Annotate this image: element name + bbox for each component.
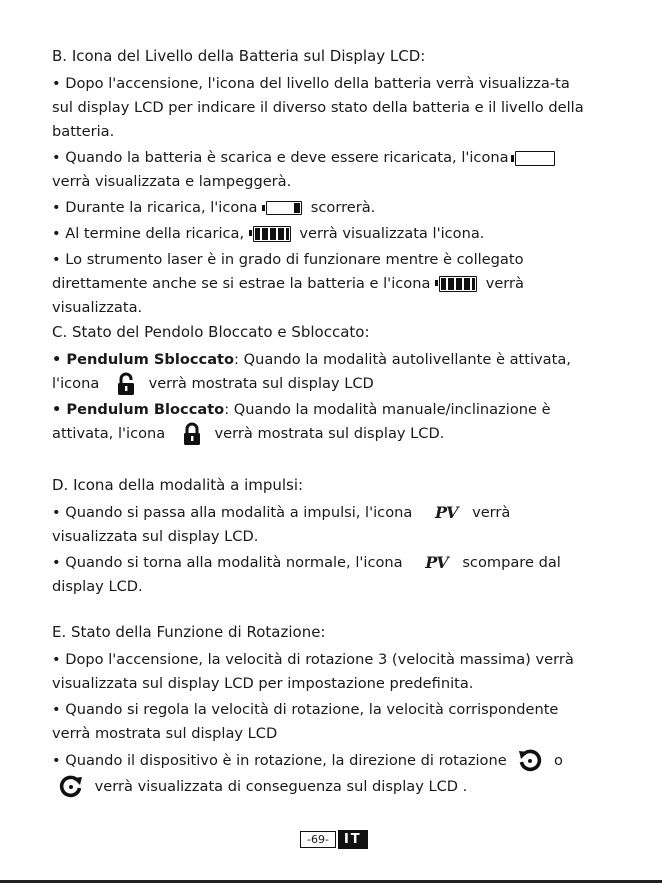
section-b-p3-text-a: • Durante la ricarica, l'icona	[52, 199, 258, 216]
pendulum-locked-label: • Pendulum Bloccato	[52, 401, 225, 418]
language-badge: IT	[338, 830, 368, 849]
section-d-p1-text-b: verrà visualizzata sul display LCD.	[52, 504, 511, 545]
section-b-p3-text-b: scorrerà.	[310, 199, 376, 216]
battery-full-icon	[439, 276, 477, 292]
page-number: -69-	[300, 831, 336, 848]
section-b-p2-text-b: verrà visualizzata e lampeggerà.	[52, 173, 292, 190]
pendulum-unlocked-label: • Pendulum Sbloccato	[52, 351, 235, 368]
lock-open-icon	[116, 372, 136, 396]
section-c-title: C. Stato del Pendolo Bloccato e Sbloccato:	[52, 323, 370, 341]
section-e-title: E. Stato della Funzione di Rotazione:	[52, 623, 326, 641]
section-e-p1: • Dopo l'accensione, la velocità di rotazione 3 (velocità massima) verrà visualizzata sul display LCD per impostazione predefinita.	[52, 651, 574, 692]
section-c-p1	[52, 348, 592, 396]
section-b-p3	[52, 196, 592, 220]
section-b-p5-text-a: • Lo strumento laser è in grado di funzionare mentre è collegato direttamente anche se si estrae la batteria e l'icona	[52, 251, 524, 292]
section-e-p2: • Quando si regola la velocità di rotazione, la velocità corrispondente verrà mostrata sul display LCD	[52, 701, 559, 742]
section-battery-icon	[52, 44, 592, 320]
section-b-p2-text-a: • Quando la batteria è scarica e deve essere ricaricata, l'icona	[52, 149, 509, 166]
section-rotation-state	[52, 620, 592, 800]
section-pendulum-state	[52, 320, 592, 446]
section-d-p2	[52, 551, 592, 599]
section-b-p2	[52, 146, 592, 194]
section-c-p2-text-b: verrà mostrata sul display LCD.	[214, 425, 445, 442]
section-b-p4-text-a: • Al termine della ricarica,	[52, 225, 245, 242]
rotate-cw-icon	[58, 774, 84, 800]
section-b-p4	[52, 222, 592, 246]
section-e-p3-text-b: verrà visualizzata di conseguenza sul display LCD .	[94, 778, 468, 795]
section-d-p2-text-a: • Quando si torna alla modalità normale, l'icona	[52, 554, 403, 571]
rotate-ccw-icon	[517, 748, 543, 774]
battery-charging-icon	[266, 201, 302, 215]
section-b-title: B. Icona del Livello della Batteria sul Display LCD:	[52, 47, 426, 65]
lock-closed-icon	[182, 422, 202, 446]
pulse-mode-icon: PV	[425, 553, 448, 572]
section-b-p4-text-b: verrà visualizzata l'icona.	[299, 225, 485, 242]
section-e-p3	[52, 748, 592, 800]
section-b-p1: • Dopo l'accensione, l'icona del livello della batteria verrà visualizza-ta sul display LCD per indicare il diverso stato della batteria e il livello della batteria.	[52, 75, 584, 140]
section-c-p2-text-a: : Quando la modalità manuale/inclinazione è attivata, l'icona	[52, 401, 551, 442]
section-c-p1-text-a: : Quando la modalità autolivellante è attivata, l'icona	[52, 351, 571, 392]
battery-full-icon	[253, 226, 291, 242]
section-d-p2-text-b: scompare dal display LCD.	[52, 554, 561, 595]
section-c-p1-text-b: verrà mostrata sul display LCD	[148, 375, 374, 392]
pulse-mode-icon: PV	[434, 503, 458, 522]
section-b-p5	[52, 248, 592, 320]
section-d-p1-text-a: • Quando si passa alla modalità a impulsi, l'icona	[52, 504, 413, 521]
battery-empty-icon	[515, 151, 555, 166]
section-e-p3-or: o	[554, 752, 563, 769]
page-footer	[300, 830, 368, 849]
section-e-p3-text-a: • Quando il dispositivo è in rotazione, la direzione di rotazione	[52, 752, 507, 769]
section-b-p5-text-b: verrà visualizzata.	[52, 275, 524, 316]
section-d-p1	[52, 501, 592, 549]
section-d-title: D. Icona della modalità a impulsi:	[52, 476, 304, 494]
section-pulse-mode	[52, 473, 592, 599]
section-c-p2	[52, 398, 592, 446]
